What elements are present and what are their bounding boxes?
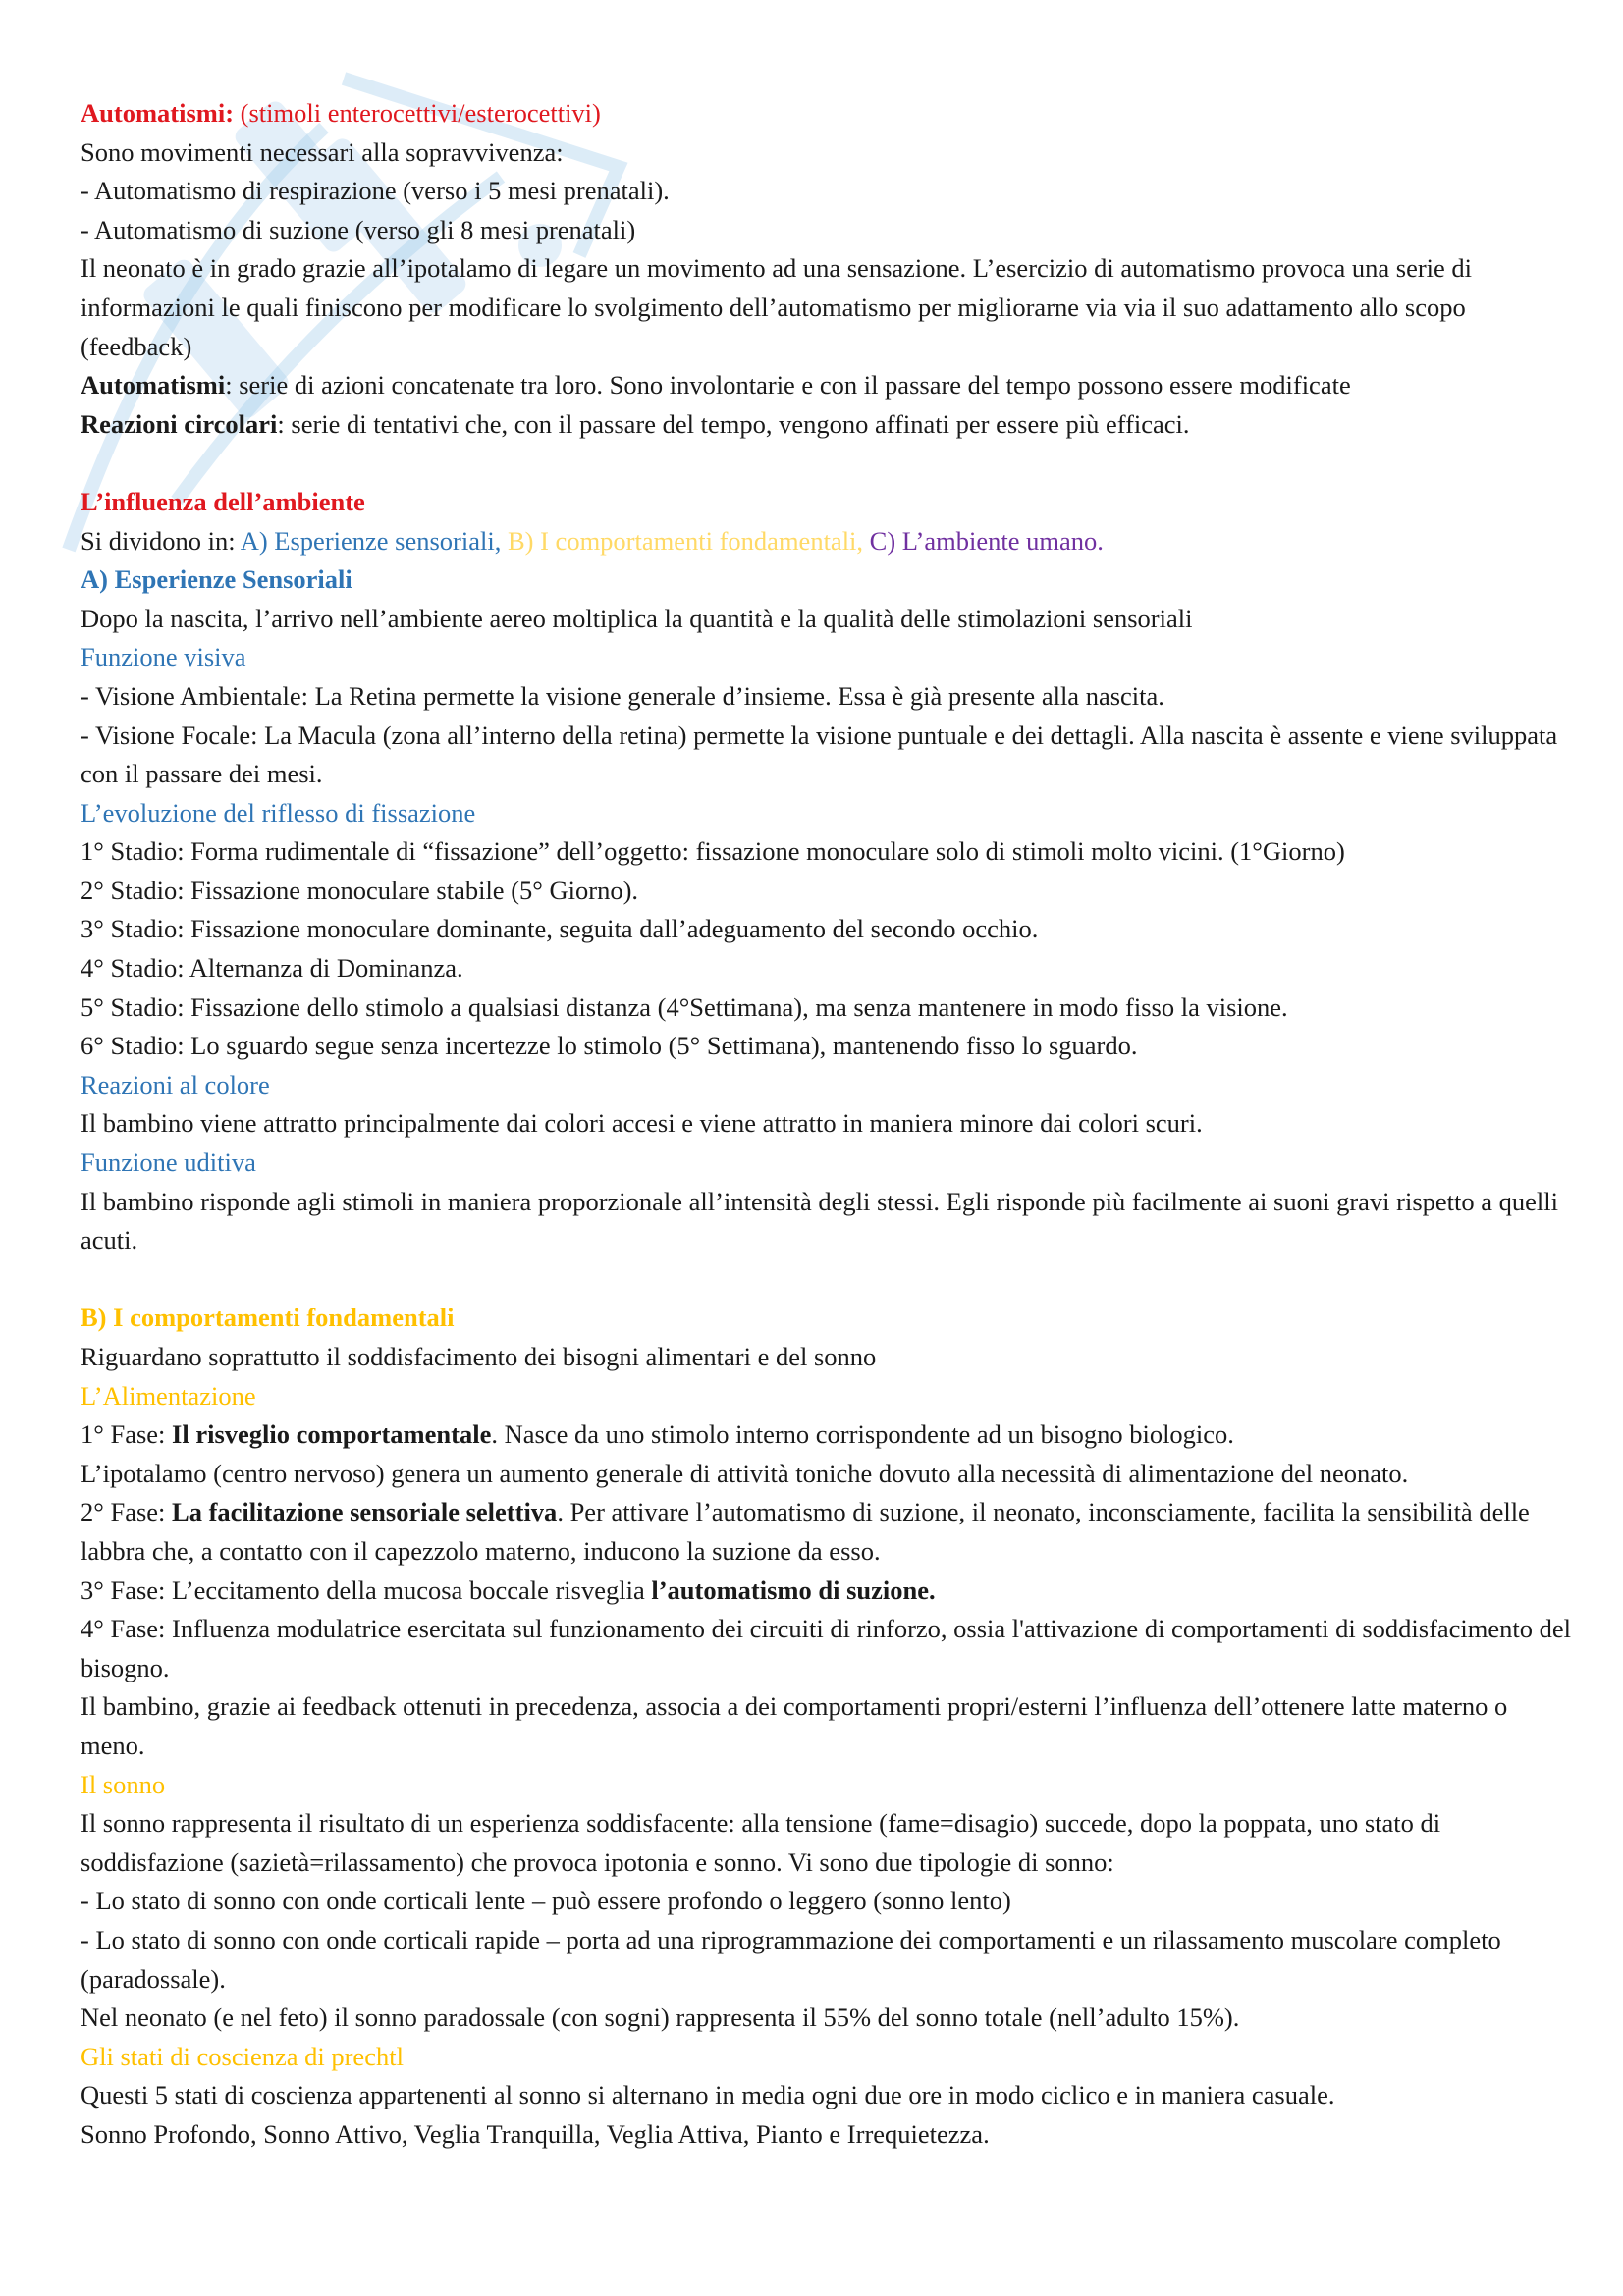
subsection-title: Funzione uditiva (81, 1148, 256, 1178)
definition-term: Reazioni circolari (81, 408, 278, 439)
definition-reazioni (81, 405, 1573, 445)
automatismi-title-line (81, 94, 1573, 133)
list-item: - Visione Focale: La Macula (zona all’interno della retina) permette la visione puntuale e dei dettagli. Alla nascita è assente e viene sviluppata con il passare dei mesi. (81, 720, 1558, 789)
list-item: - Lo stato di sonno con onde corticali rapide – porta ad una riprogrammazione dei comportamenti e un rilassamento muscolare completo (paradossale). (81, 1924, 1501, 1994)
stadio-item: 6° Stadio: Lo sguardo segue senza incertezze lo stimolo (5° Settimana), mantenendo fisso lo sguardo. (81, 1031, 1138, 1061)
stadio-item: 2° Stadio: Fissazione monoculare stabile (5° Giorno). (81, 875, 639, 905)
paragraph: Il sonno rappresenta il risultato di un esperienza soddisfacente: alla tensione (fame=disagio) succede, dopo la poppata, uno stato di soddisfazione (sazietà=rilassamento) che provoca ipotonia e sonno. Vi sono due tipologie di sonno: (81, 1808, 1441, 1877)
stadio-item: 4° Stadio: Alternanza di Dominanza. (81, 953, 463, 984)
fase-item: 1° Fase: Il risveglio comportamentale. Nasce da uno stimolo interno corrispondente ad un bisogno biologico. (81, 1419, 1234, 1450)
section-a-intro: Dopo la nascita, l’arrivo nell’ambiente aereo moltiplica la quantità e la qualità delle stimolazioni sensoriali (81, 603, 1193, 633)
definition-text: : serie di tentativi che, con il passare del tempo, vengono affinati per essere più efficaci. (277, 408, 1190, 439)
influenza-heading: L’influenza dell’ambiente (81, 486, 365, 516)
fase-item: 4° Fase: Influenza modulatrice esercitata sul funzionamento dei circuiti di rinforzo, ossia l'attivazione di comportamenti di soddisfacimento del bisogno. (81, 1614, 1572, 1682)
subsection-title: Gli stati di coscienza di prechtl (81, 2041, 404, 2071)
definition-automatismi (81, 366, 1573, 405)
subsection-title: Reazioni al colore (81, 1069, 270, 1099)
fase-item: 2° Fase: La facilitazione sensoriale selettiva. Per attivare l’automatismo di suzione, il neonato, inconsciamente, facilita la sensibilità delle labbra che, a contatto con il capezzolo materno, inducono la suzione da esso. (81, 1497, 1530, 1566)
subsection-title: Il sonno (81, 1769, 166, 1799)
subsection-title: Funzione visiva (81, 642, 246, 672)
automatismi-item: - Automatismo di suzione (verso gli 8 mesi prenatali) (81, 214, 636, 244)
paragraph: Sonno Profondo, Sonno Attivo, Veglia Tranquilla, Veglia Attiva, Pianto e Irrequietezza. (81, 2118, 990, 2149)
automatismi-intro: Sono movimenti necessari alla sopravvivenza: (81, 136, 564, 167)
section-b-heading: B) I comportamenti fondamentali (81, 1303, 455, 1333)
paragraph: Il bambino risponde agli stimoli in maniera proporzionale all’intensità degli stessi. Egli risponde più facilmente ai suoni gravi rispetto a quelli acuti. (81, 1186, 1559, 1255)
stadio-item: 3° Stadio: Fissazione monoculare dominante, seguita dall’adeguamento del secondo occhio. (81, 914, 1039, 944)
influenza-divisions: Si dividono in: A) Esperienze sensoriali, B) I comportamenti fondamentali, C) L’ambiente umano. (81, 525, 1104, 556)
paragraph: L’ipotalamo (centro nervoso) genera un aumento generale di attività toniche dovuto alla necessità di alimentazione del neonato. (81, 1458, 1409, 1488)
paragraph: Il bambino, grazie ai feedback ottenuti in precedenza, associa a dei comportamenti propri/esterni l’influenza dell’ottenere latte materno o meno. (81, 1691, 1508, 1760)
automatismi-subheading: (stimoli enterocettivi/esterocettivi) (240, 98, 601, 128)
definition-term: Automatismi (81, 370, 226, 400)
automatismi-item: - Automatismo di respirazione (verso i 5 mesi prenatali). (81, 176, 670, 206)
paragraph: Questi 5 stati di coscienza appartenenti al sonno si alternano in media ogni due ore in modo ciclico e in maniera casuale. (81, 2080, 1335, 2110)
subsection-title: L’evoluzione del riflesso di fissazione (81, 797, 476, 828)
subsection-title: L’Alimentazione (81, 1380, 256, 1411)
stadio-item: 5° Stadio: Fissazione dello stimolo a qualsiasi distanza (4°Settimana), ma senza mantenere in modo fisso la visione. (81, 991, 1288, 1022)
section-b-intro: Riguardano soprattutto il soddisfacimento dei bisogni alimentari e del sonno (81, 1342, 877, 1371)
automatismi-heading: Automatismi: (81, 98, 235, 128)
automatismi-paragraph: Il neonato è in grado grazie all’ipotalamo di legare un movimento ad una sensazione. L’esercizio di automatismo provoca una serie di informazioni le quali finiscono per modificare lo svolgimento dell’automatismo per migliorarne via via il suo adattamento allo scopo (feedback) (81, 253, 1473, 361)
definition-text: : serie di azioni concatenate tra loro. Sono involontarie e con il passare del tempo possono essere modificate (225, 370, 1351, 400)
section-a-heading: A) Esperienze Sensoriali (81, 564, 352, 595)
document-body (81, 94, 1573, 2154)
fase-item: 3° Fase: L’eccitamento della mucosa boccale risveglia l’automatismo di suzione. (81, 1575, 936, 1605)
paragraph: Nel neonato (e nel feto) il sonno paradossale (con sogni) rappresenta il 55% del sonno totale (nell’adulto 15%). (81, 2002, 1240, 2033)
list-item: - Visione Ambientale: La Retina permette la visione generale d’insieme. Essa è già presente alla nascita. (81, 680, 1164, 711)
paragraph: Il bambino viene attratto principalmente dai colori accesi e viene attratto in maniera minore dai colori scuri. (81, 1108, 1203, 1139)
list-item: - Lo stato di sonno con onde corticali lente – può essere profondo o leggero (sonno lento) (81, 1886, 1011, 1916)
stadio-item: 1° Stadio: Forma rudimentale di “fissazione” dell’oggetto: fissazione monoculare solo di stimoli molto vicini. (1°Giorno) (81, 836, 1345, 867)
